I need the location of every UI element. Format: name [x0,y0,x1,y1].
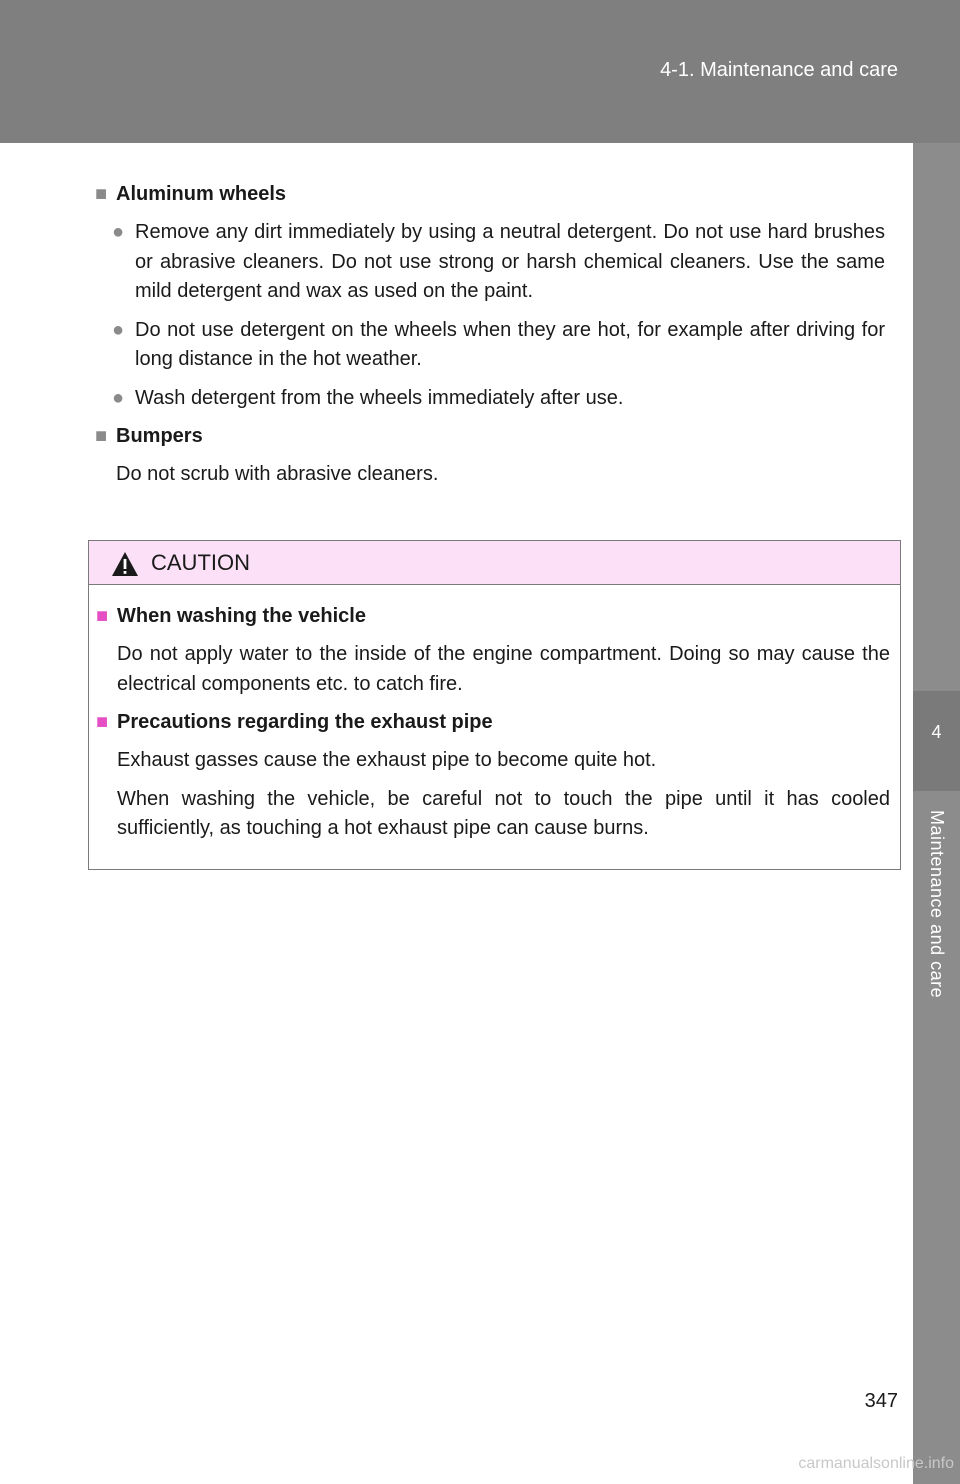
square-icon: ■ [96,711,109,733]
side-tab-label: Maintenance and care [927,810,947,999]
caution-paragraph: Exhaust gasses cause the exhaust pipe to become quite hot. [117,749,657,771]
list-item-text: Do not use detergent on the wheels when they are hot, for example after driving for long distance in the hot weather. [135,318,885,370]
main-content [95,180,885,490]
section-heading [95,180,885,209]
square-icon: ■ [95,425,108,447]
section-heading-text: Aluminum wheels [116,183,287,205]
square-icon: ■ [95,183,108,205]
caution-paragraph: When washing the vehicle, be careful not to touch the pipe until it has cooled sufficiently, as touching a hot exhaust pipe can cause burns. [117,787,890,839]
caution-heading [96,602,890,631]
side-tab-number: 4 [931,722,942,742]
caution-heading-text: Precautions regarding the exhaust pipe [117,711,493,733]
section-heading-text: Bumpers [116,425,203,447]
circle-icon: ● [112,318,125,341]
list-item-text: Remove any dirt immediately by using a neutral detergent. Do not use hard brushes or abrasive cleaners. Do not use strong or harsh chemical cleaners. Use the same mild detergent and wax as used on the paint. [135,221,885,302]
list-item [95,384,885,414]
caution-body [89,585,900,844]
circle-icon: ● [112,386,125,409]
circle-icon: ● [112,221,125,243]
warning-triangle-icon [111,551,139,577]
caution-title: CAUTION [151,550,250,575]
section-title: 4-1. Maintenance and care [660,59,898,81]
caution-heading [96,708,890,737]
caution-heading-text: When washing the vehicle [117,605,366,627]
section-text: Do not scrub with abrasive cleaners. [116,463,439,485]
list-item-text: Wash detergent from the wheels immediately after use. [135,386,624,409]
watermark: carmanualsonline.info [798,1455,954,1472]
page-number: 347 [864,1390,898,1412]
caution-paragraph: Do not apply water to the inside of the engine compartment. Doing so may cause the electrical components etc. to catch fire. [117,643,890,695]
side-tab [913,143,960,691]
section-heading [95,422,885,451]
caution-box [88,540,901,870]
list-item [95,316,885,375]
page-header [0,0,960,143]
square-icon: ■ [96,605,109,627]
list-item [95,218,885,307]
caution-header [89,541,900,585]
